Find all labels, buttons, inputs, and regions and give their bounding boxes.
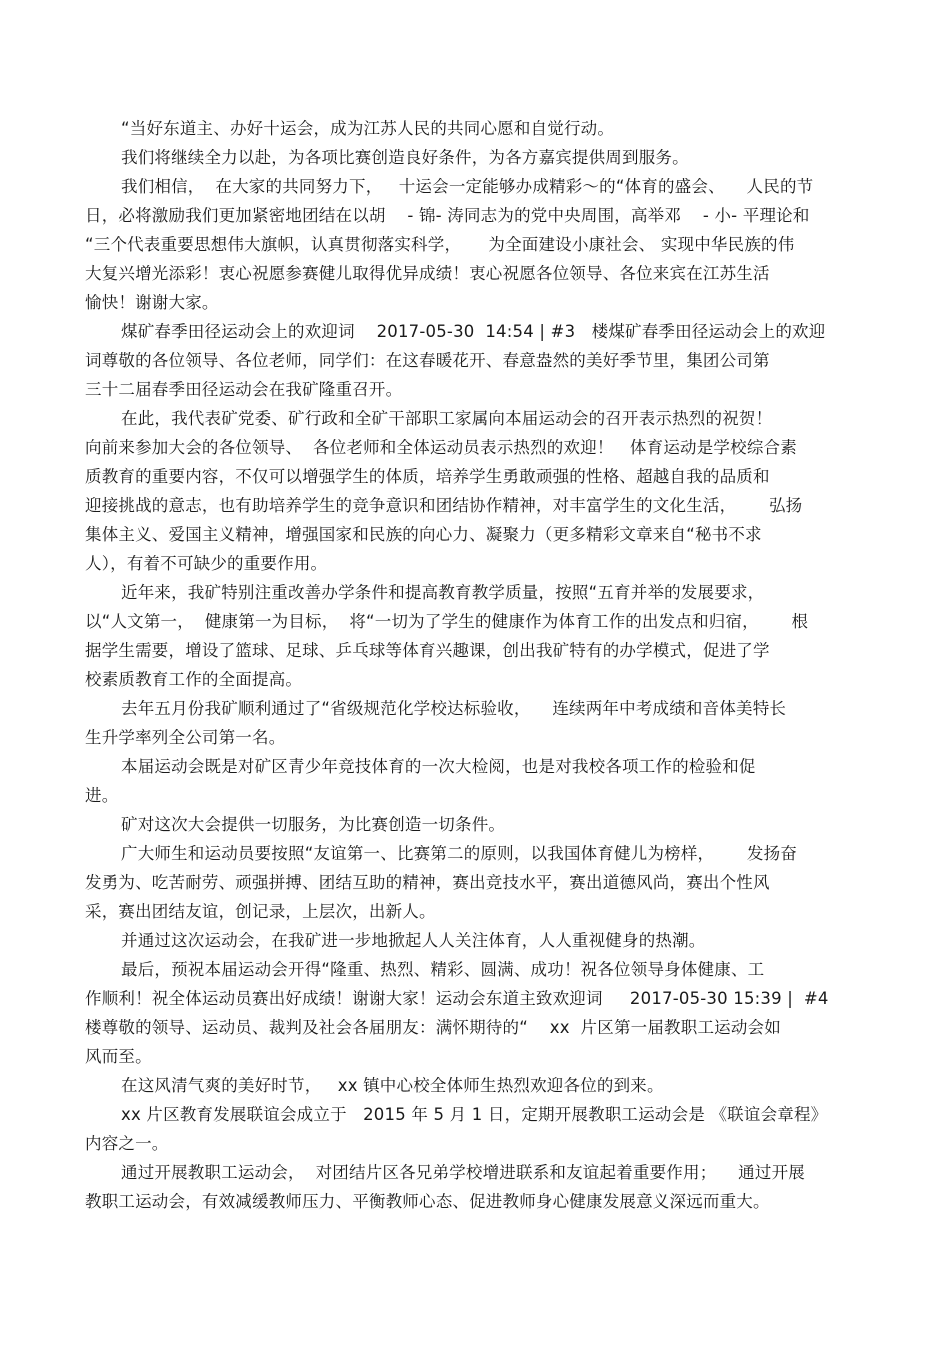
text-line: 迎接挑战的意志，也有助培养学生的竞争意识和团结协作精神，对丰富学生的文化生活， 弘扬 — [85, 496, 803, 515]
text-line: 广大师生和运动员要按照“友谊第一、比赛第二的原则，以我国体育健儿为榜样， 发扬奋 — [121, 844, 798, 863]
text-line: 去年五月份我矿顺利通过了“省级规范化学校达标验收， 连续两年中考成绩和音体美特长 — [121, 699, 787, 718]
text-line: 本届运动会既是对矿区青少年竞技体育的一次大检阅，也是对我校各项工作的检验和促 — [121, 757, 756, 776]
text-line: 人），有着不可缺少的重要作用。 — [85, 554, 328, 573]
text-line: 采，赛出团结友谊，创记录，上层次，出新人。 — [85, 902, 436, 921]
text-line: 愉快！谢谢大家。 — [85, 293, 219, 312]
text-line: 近年来，我矿特别注重改善办学条件和提高教育教学质量，按照“五育并举的发展要求， — [121, 583, 765, 602]
text-line: 最后，预祝本届运动会开得“隆重、热烈、精彩、圆满、成功！祝各位领导身体健康、工 — [121, 960, 765, 979]
text-line: 教职工运动会，有效减缓教师压力、平衡教师心态、促进教师身心健康发展意义深远而重大。 — [85, 1192, 770, 1211]
text-line: 质教育的重要内容，不仅可以增强学生的体质，培养学生勇敢顽强的性格、超越自我的品质和 — [85, 467, 770, 486]
text-line: “当好东道主、办好十运会，成为江苏人民的共同心愿和自觉行动。 — [121, 119, 615, 138]
text-line: 矿对这次大会提供一切服务，为比赛创造一切条件。 — [121, 815, 506, 834]
text-line: 并通过这次运动会，在我矿进一步地掀起人人关注体育，人人重视健身的热潮。 — [121, 931, 706, 950]
text-line: 向前来参加大会的各位领导、 各位老师和全体运动员表示热烈的欢迎！ 体育运动是学校综合素 — [85, 438, 797, 457]
text-line: 生升学率列全公司第一名。 — [85, 728, 286, 747]
text-line: 三十二届春季田径运动会在我矿隆重召开。 — [85, 380, 403, 399]
text-line: xx 片区教育发展联谊会成立于 2015 年 5 月 1 日，定期开展教职工运动会是 《联谊会章程》 — [121, 1105, 828, 1124]
text-line: 大复兴增光添彩！衷心祝愿参赛健儿取得优异成绩！衷心祝愿各位领导、各位来宾在江苏生活 — [85, 264, 770, 283]
text-line: 作顺利！祝全体运动员赛出好成绩！谢谢大家！运动会东道主致欢迎词 2017-05-30 15:39 | #4 — [85, 989, 829, 1008]
text-line: 据学生需要，增设了篮球、足球、乒乓球等体育兴趣课，创出我矿特有的办学模式，促进了学 — [85, 641, 770, 660]
text-line: 日，必将激励我们更加紧密地团结在以胡 - 锦- 涛同志为的党中央周围，高举邓 - 小- 平理论和 — [85, 206, 810, 225]
text-line: 进。 — [85, 786, 119, 805]
text-line: 校素质教育工作的全面提高。 — [85, 670, 303, 689]
text-line: 以“人文第一， 健康第一为目标， 将“一切为了学生的健康作为体育工作的出发点和归宿， 根 — [85, 612, 809, 631]
text-line: “三个代表重要思想伟大旗帜，认真贯彻落实科学， 为全面建设小康社会、 实现中华民族的伟 — [85, 235, 795, 254]
text-line: 集体主义、爱国主义精神，增强国家和民族的向心力、凝聚力（更多精彩文章来自“秘书不求 — [85, 525, 762, 544]
text-line: 内容之一。 — [85, 1134, 169, 1153]
text-line: 楼尊敬的领导、运动员、裁判及社会各届朋友：满怀期待的“ xx 片区第一届教职工运动会如 — [85, 1018, 781, 1037]
text-line: 通过开展教职工运动会， 对团结片区各兄弟学校增进联系和友谊起着重要作用； 通过开展 — [121, 1163, 805, 1182]
text-line: 我们相信， 在大家的共同努力下， 十运会一定能够办成精彩～的“体育的盛会、 人民的节 — [121, 177, 814, 196]
text-line: 煤矿春季田径运动会上的欢迎词 2017-05-30 14:54 | #3 楼煤矿春季田径运动会上的欢迎 — [121, 322, 826, 341]
text-line: 发勇为、吃苦耐劳、顽强拼搏、团结互助的精神，赛出竞技水平，赛出道德风尚，赛出个性风 — [85, 873, 770, 892]
text-line: 我们将继续全力以赴，为各项比赛创造良好条件，为各方嘉宾提供周到服务。 — [121, 148, 689, 167]
text-line: 在这风清气爽的美好时节， xx 镇中心校全体师生热烈欢迎各位的到来。 — [121, 1076, 664, 1095]
text-line: 词尊敬的各位领导、各位老师，同学们：在这春暖花开、春意盎然的美好季节里，集团公司第 — [85, 351, 770, 370]
text-line: 风而至。 — [85, 1047, 152, 1066]
text-line: 在此，我代表矿党委、矿行政和全矿干部职工家属向本届运动会的召开表示热烈的祝贺！ — [121, 409, 773, 428]
